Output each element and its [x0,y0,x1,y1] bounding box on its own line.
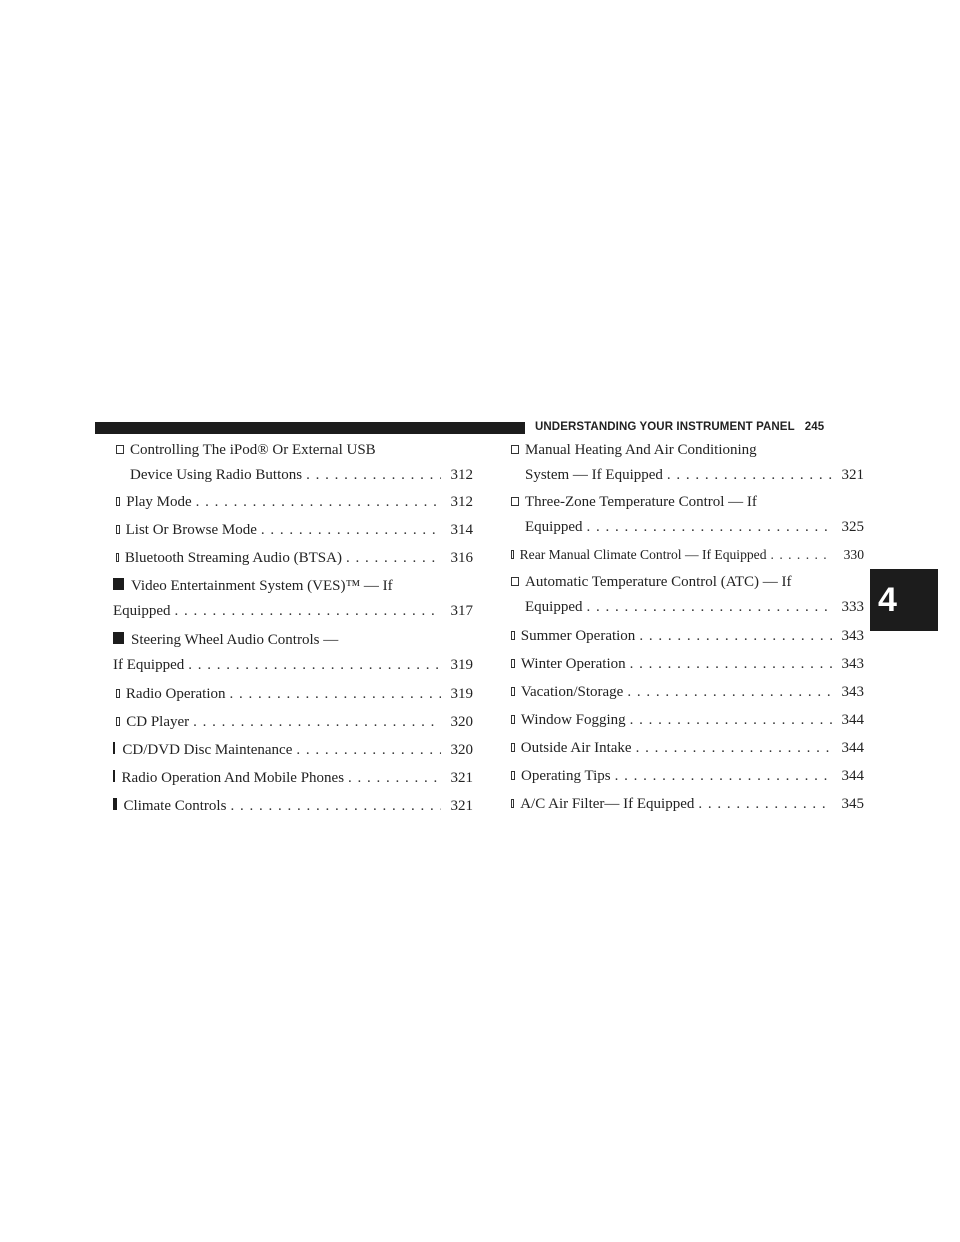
toc-entry-line [511,570,864,595]
solid-square-bullet-icon [113,798,117,810]
toc-entry-title: Radio Operation [125,686,226,702]
hollow-square-bullet-icon [116,497,120,506]
toc-entry-title: Summer Operation [520,628,636,644]
toc-page-number: 319 [450,657,473,673]
toc-page-number: 312 [450,494,473,510]
dot-leader [583,595,833,620]
hollow-square-bullet-icon [116,553,119,562]
toc-entry[interactable] [113,546,473,571]
dot-leader [342,546,441,571]
toc-page-number: 344 [841,740,864,756]
solid-square-bullet-icon [113,578,124,590]
dot-leader [626,708,832,733]
toc-entry-line [511,680,864,705]
toc-page-number: 321 [450,798,473,814]
toc-entry-line [116,463,473,488]
toc-entry[interactable] [508,764,864,789]
toc-page-number: 330 [843,547,864,562]
toc-entry[interactable] [113,490,473,515]
toc-entry-line [511,708,864,733]
toc-entry-line [116,438,473,463]
dot-leader [623,680,832,705]
toc-entry-title: If Equipped [113,657,185,673]
hollow-square-bullet-icon [511,577,519,586]
toc-entry-line [511,792,864,817]
solid-square-bullet-icon [113,632,124,644]
toc-entry[interactable] [113,628,473,678]
toc-entry[interactable] [113,766,473,791]
toc-entry-title: Window Fogging [520,712,626,728]
toc-entry-line [511,652,864,677]
dot-leader [257,518,441,543]
toc-entry-title: Outside Air Intake [520,740,632,756]
toc-page-number: 316 [450,550,473,566]
dot-leader [192,490,441,515]
toc-entry-title: Equipped [525,519,583,535]
toc-entry-line [116,682,473,707]
dot-leader [632,736,832,761]
toc-entry[interactable] [113,710,473,735]
hollow-square-bullet-icon [511,771,515,780]
toc-page-number: 343 [841,628,864,644]
toc-entry[interactable] [113,438,473,488]
solid-square-bullet-icon [113,770,115,782]
toc-entry-line [511,463,864,488]
toc-entry[interactable] [508,438,864,488]
toc-page-number: 333 [841,599,864,615]
toc-page-number: 317 [450,603,473,619]
toc-entry[interactable] [508,542,864,567]
toc-entry-line [511,764,864,789]
dot-leader [626,652,832,677]
header-rule [95,422,525,434]
dot-leader [694,792,832,817]
toc-page-number: 344 [841,712,864,728]
hollow-square-bullet-icon [511,743,515,752]
hollow-square-bullet-icon [511,445,519,454]
toc-entry-line [116,490,473,515]
toc-entry-title: Rear Manual Climate Control — If Equipped [519,547,767,562]
hollow-square-bullet-icon [511,550,514,559]
toc-entry-title: CD/DVD Disc Maintenance [122,742,293,758]
toc-entry[interactable] [113,738,473,763]
running-header [535,418,824,436]
toc-entry-line [511,438,864,463]
hollow-square-bullet-icon [116,445,124,454]
toc-entry-line [511,595,864,620]
toc-entry-line [116,546,473,571]
toc-entry-title: Controlling The iPod® Or External USB [130,442,376,458]
toc-entry[interactable] [508,570,864,620]
dot-leader [344,766,441,791]
toc-entry-title: List Or Browse Mode [125,522,257,538]
dot-leader [663,463,832,488]
toc-page-number: 345 [841,796,864,812]
toc-entry-title: Manual Heating And Air Conditioning [525,442,757,458]
hollow-square-bullet-icon [511,497,519,506]
page-number: 245 [804,421,825,433]
toc-entry-title: Play Mode [126,494,192,510]
toc-entry-line [113,738,473,763]
toc-entry-line [511,736,864,761]
toc-entry[interactable] [508,490,864,540]
toc-entry[interactable] [508,680,864,705]
toc-entry-title: Climate Controls [123,798,227,814]
toc-entry-line [113,628,473,653]
toc-entry[interactable] [508,736,864,761]
toc-entry-line [116,518,473,543]
hollow-square-bullet-icon [511,631,515,640]
toc-page-number: 319 [450,686,473,702]
toc-entry[interactable] [508,624,864,649]
toc-entry[interactable] [113,574,473,624]
toc-entry-title: Equipped [525,599,583,615]
toc-entry-line [116,710,473,735]
toc-entry-line [511,490,864,515]
dot-leader [292,738,441,763]
hollow-square-bullet-icon [511,799,514,808]
hollow-square-bullet-icon [511,715,515,724]
toc-entry-line [113,653,473,678]
dot-leader [635,624,832,649]
hollow-square-bullet-icon [116,525,120,534]
dot-leader [189,710,441,735]
solid-square-bullet-icon [113,742,115,754]
toc-entry-line [511,624,864,649]
dot-leader [611,764,832,789]
toc-page-number: 314 [450,522,473,538]
hollow-square-bullet-icon [511,687,515,696]
toc-page-number: 320 [450,714,473,730]
toc-entry-title: Equipped [113,603,171,619]
toc-page-number: 325 [841,519,864,535]
toc-entry-line [113,574,473,599]
dot-leader [226,794,441,819]
toc-entry-line [113,766,473,791]
dot-leader [225,682,441,707]
dot-leader [583,515,833,540]
toc-page-number: 320 [450,742,473,758]
toc-entry-title: Bluetooth Streaming Audio (BTSA) [124,550,342,566]
hollow-square-bullet-icon [511,659,515,668]
toc-entry-line [511,515,864,540]
dot-leader [171,599,442,624]
toc-entry[interactable] [113,794,473,819]
toc-entry-title: Automatic Temperature Control (ATC) — If [525,574,792,590]
toc-entry[interactable] [508,708,864,733]
toc-entry-line [511,542,864,567]
toc-entry-title: Winter Operation [520,656,626,672]
toc-entry[interactable] [508,792,864,817]
toc-page-number: 344 [841,768,864,784]
toc-entry-title: System — If Equipped [525,467,663,483]
dot-leader [767,542,832,567]
chapter-tab: 4 [870,569,938,631]
toc-entry-title: Three-Zone Temperature Control — If [525,494,757,510]
toc-page-number: 321 [450,770,473,786]
toc-entry-line [113,794,473,819]
toc-entry-title: A/C Air Filter— If Equipped [520,796,695,812]
toc-entry-title: Operating Tips [520,768,611,784]
toc-entry[interactable] [113,682,473,707]
toc-page-number: 312 [450,467,473,483]
toc-entry-title: Radio Operation And Mobile Phones [121,770,345,786]
dot-leader [302,463,441,488]
section-title: UNDERSTANDING YOUR INSTRUMENT PANEL [535,421,795,433]
toc-page-number: 343 [841,656,864,672]
toc-entry[interactable] [113,518,473,543]
hollow-square-bullet-icon [116,689,120,698]
hollow-square-bullet-icon [116,717,120,726]
toc-page-number: 321 [841,467,864,483]
toc-page-number: 343 [841,684,864,700]
toc-entry-line [113,599,473,624]
toc-entry-title: Steering Wheel Audio Controls — [131,632,339,648]
toc-entry-title: Video Entertainment System (VES)™ — If [131,578,393,594]
dot-leader [184,653,441,678]
toc-entry-title: CD Player [126,714,190,730]
toc-entry-title: Vacation/Storage [520,684,624,700]
toc-entry-title: Device Using Radio Buttons [130,467,303,483]
toc-entry[interactable] [508,652,864,677]
